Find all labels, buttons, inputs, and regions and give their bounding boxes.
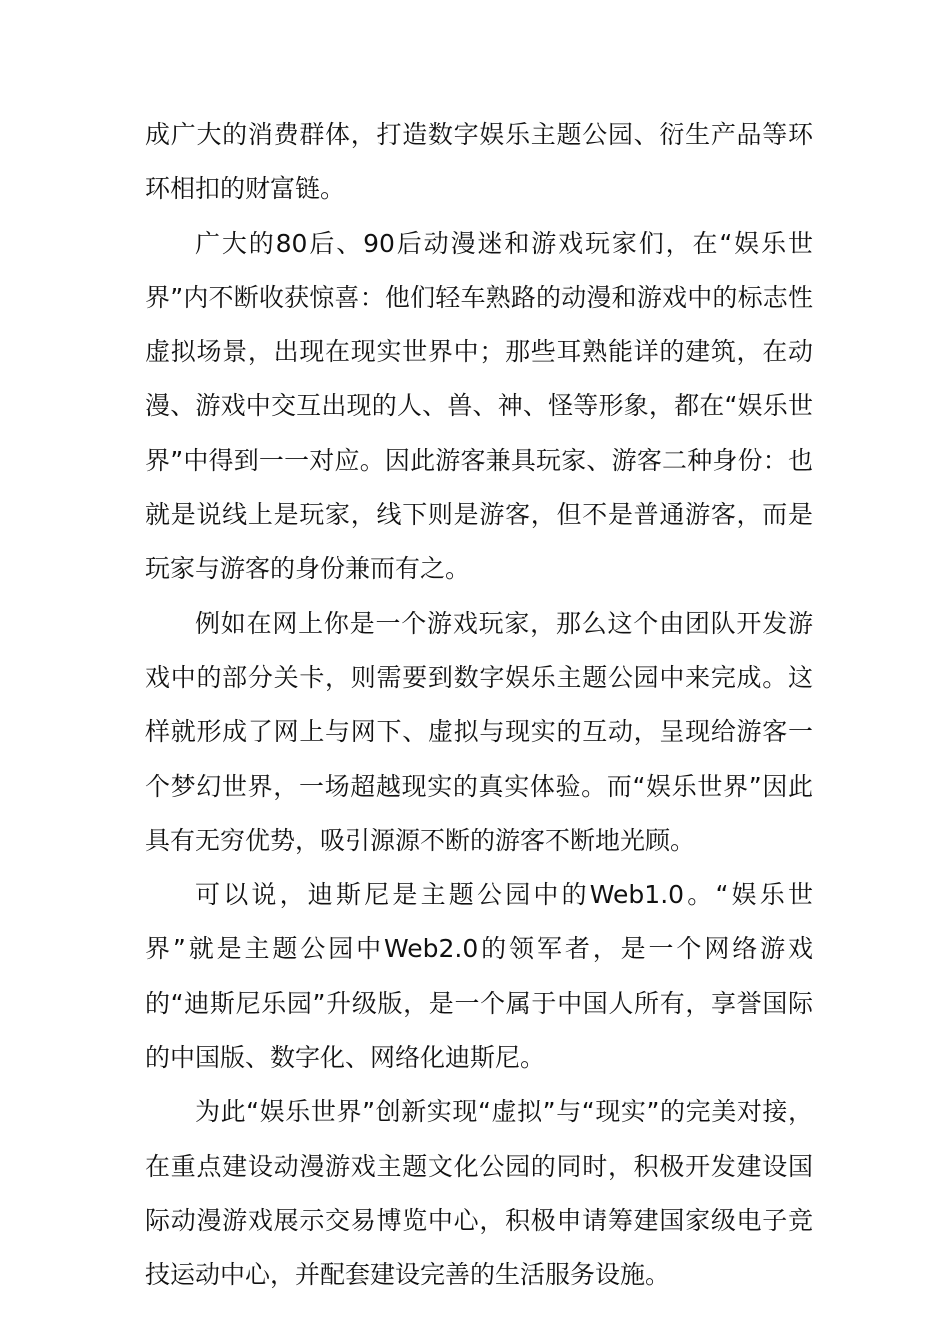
paragraph-1: 成广大的消费群体，打造数字娱乐主题公园、衍生产品等环环相扣的财富链。 [145, 120, 813, 204]
body-text [145, 108, 813, 1303]
paragraph-4: 可以说，迪斯尼是主题公园中的Web1.0。“娱乐世界”就是主题公园中Web2.0的领军者，是一个网络游戏的“迪斯尼乐园”升级版，是一个属于中国人所有，享誉国际的中国版、数字化、网络化迪斯尼。 [145, 880, 813, 1073]
paragraph-3: 例如在网上你是一个游戏玩家，那么这个由团队开发游戏中的部分关卡，则需要到数字娱乐主题公园中来完成。这样就形成了网上与网下、虚拟与现实的互动，呈现给游客一个梦幻世界，一场超越现实的真实体验。而“娱乐世界”因此具有无穷优势，吸引源源不断的游客不断地光顾。 [145, 608, 813, 855]
paragraph-2: 广大的80后、90后动漫迷和游戏玩家们，在“娱乐世界”内不断收获惊喜：他们轻车熟路的动漫和游戏中的标志性虚拟场景，出现在现实世界中；那些耳熟能详的建筑，在动漫、游戏中交互出现的人、兽、神、怪等形象，都在“娱乐世界”中得到一一对应。因此游客兼具玩家、游客二种身份：也就是说线上是玩家，线下则是游客，但不是普通游客，而是玩家与游客的身份兼而有之。 [145, 228, 813, 584]
paragraph-5: 为此“娱乐世界”创新实现“虚拟”与“现实”的完美对接，在重点建设动漫游戏主题文化公园的同时，积极开发建设国际动漫游戏展示交易博览中心，积极申请筹建国家级电子竞技运动中心，并配套建设完善的生活服务设施。 [145, 1097, 813, 1290]
